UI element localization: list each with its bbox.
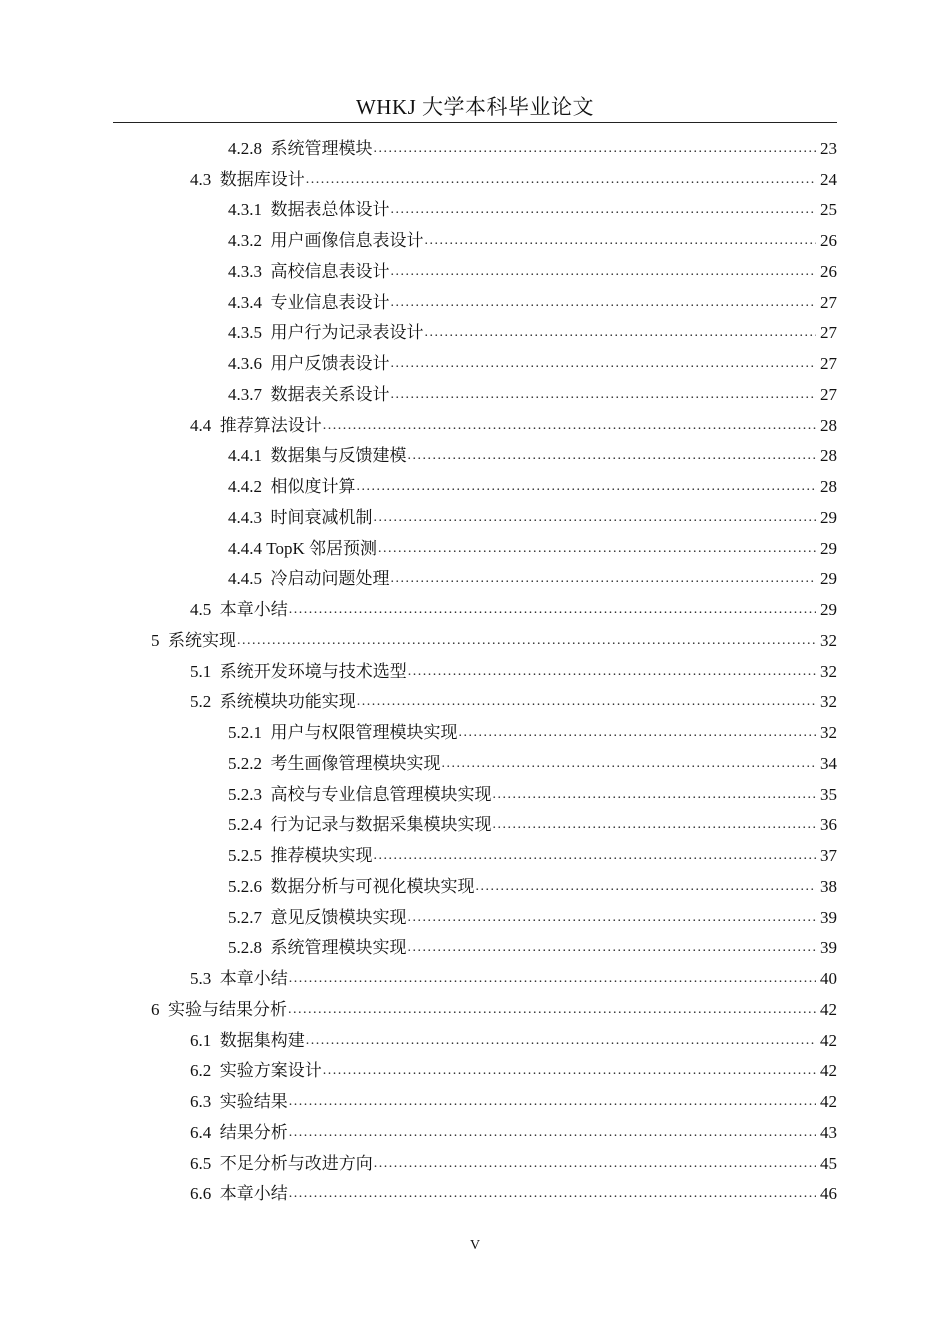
toc-dot-leader [476, 878, 817, 896]
toc-dot-leader [378, 540, 816, 558]
toc-entry-page: 28 [820, 415, 837, 435]
toc-entry-title: 本章小结 [219, 969, 288, 988]
toc-dot-leader [374, 847, 817, 865]
toc-entry-page: 32 [820, 723, 837, 742]
toc-dot-leader [289, 601, 816, 619]
toc-dot-leader [237, 632, 816, 650]
toc-entry[interactable] [0, 222, 950, 253]
toc-entry[interactable] [0, 653, 950, 684]
toc-entry-title: 冷启动问题处理 [270, 569, 390, 589]
toc-entry-page: 29 [820, 507, 837, 527]
toc-entry-number: 5.2.5 [228, 846, 271, 865]
toc-entry[interactable] [0, 284, 950, 315]
toc-entry-page: 29 [820, 538, 837, 558]
toc-entry-number: 4.4.5 [228, 569, 271, 589]
toc-entry-page: 37 [820, 846, 837, 865]
toc-entry-title: TopK 邻居预测 [266, 538, 377, 558]
toc-entry-page: 32 [820, 661, 837, 681]
toc-entry[interactable] [0, 807, 950, 838]
toc-entry-number: 4.3.5 [228, 323, 271, 343]
toc-entry-row [228, 937, 950, 959]
toc-entry[interactable] [0, 530, 950, 561]
toc-entry-title: 结果分析 [219, 1122, 288, 1142]
toc-entry[interactable] [0, 684, 950, 715]
toc-entry-title: 实验方案设计 [219, 1061, 322, 1081]
toc-entry-row [190, 1030, 950, 1052]
toc-entry-number: 4.3.1 [228, 200, 271, 220]
toc-entry[interactable] [0, 253, 950, 284]
toc-entry-page: 42 [820, 1092, 837, 1111]
toc-entry-row [228, 814, 950, 836]
toc-dot-leader [288, 1001, 816, 1019]
toc-entry-page: 43 [820, 1122, 837, 1142]
toc-entry[interactable] [0, 930, 950, 961]
toc-entry-number: 6.4 [190, 1122, 220, 1142]
toc-entry-title: 高校信息表设计 [270, 261, 390, 281]
toc-entry-page: 27 [820, 384, 837, 404]
toc-entry-title: 系统管理模块实现 [270, 938, 407, 958]
toc-entry-number: 5.3 [190, 969, 220, 988]
toc-entry-row [190, 1153, 950, 1175]
toc-entry-row [228, 876, 950, 898]
toc-entry-row [228, 353, 950, 375]
toc-entry-title: 系统管理模块 [270, 138, 373, 158]
toc-dot-leader [374, 509, 817, 527]
toc-entry-title: 本章小结 [219, 1184, 288, 1204]
toc-entry-number: 4.4.3 [228, 507, 271, 527]
toc-entry-title: 数据表关系设计 [270, 384, 390, 404]
toc-entry-number: 4.3.7 [228, 384, 271, 404]
toc-dot-leader [442, 755, 817, 773]
toc-dot-leader [391, 355, 817, 373]
toc-entry[interactable] [0, 868, 950, 899]
toc-entry[interactable] [0, 899, 950, 930]
toc-entry-title: 本章小结 [219, 600, 288, 619]
toc-dot-leader [289, 1093, 816, 1111]
toc-entry-page: 36 [820, 815, 837, 835]
toc-entry[interactable] [0, 991, 950, 1022]
toc-entry-number: 4.4.2 [228, 477, 271, 496]
toc-entry-title: 用户与权限管理模块实现 [270, 723, 458, 742]
toc-entry-title: 数据库设计 [219, 169, 305, 189]
toc-entry-number: 6.2 [190, 1061, 220, 1081]
toc-entry-page: 39 [820, 907, 837, 927]
toc-dot-leader [357, 693, 816, 711]
toc-entry[interactable] [0, 468, 950, 499]
toc-entry-page: 35 [820, 784, 837, 804]
toc-entry-page: 46 [820, 1184, 837, 1204]
toc-entry-page: 42 [820, 1061, 837, 1081]
page-footer [0, 1238, 950, 1254]
toc-dot-leader [374, 1155, 816, 1173]
toc-entry-page: 29 [820, 569, 837, 589]
toc-entry-row [190, 1122, 950, 1144]
toc-entry-title: 意见反馈模块实现 [270, 907, 407, 927]
toc-entry-number: 5.2.6 [228, 876, 271, 896]
toc-entry[interactable] [0, 1114, 950, 1145]
toc-entry-title: 推荐模块实现 [270, 846, 373, 865]
toc-entry-row [228, 199, 950, 221]
toc-entry-number: 4.4.1 [228, 446, 271, 466]
page-header [113, 92, 837, 123]
toc-entry-row [151, 999, 950, 1021]
toc-entry[interactable] [0, 1083, 950, 1114]
toc-entry-number: 4.4.4 [228, 538, 267, 558]
toc-entry[interactable] [0, 192, 950, 223]
toc-dot-leader [408, 447, 817, 465]
toc-entry-title: 系统开发环境与技术选型 [219, 661, 407, 681]
toc-entry-row [228, 292, 950, 314]
toc-entry-page: 39 [820, 938, 837, 958]
toc-dot-leader [289, 1185, 816, 1203]
toc-entry-title: 行为记录与数据采集模块实现 [270, 815, 492, 835]
toc-entry-page: 25 [820, 200, 837, 220]
toc-entry-page: 29 [820, 600, 837, 619]
toc-entry-title: 考生画像管理模块实现 [270, 753, 441, 773]
toc-entry[interactable] [0, 1145, 950, 1176]
toc-entry-page: 23 [820, 138, 837, 158]
toc-entry-page: 45 [820, 1153, 837, 1173]
toc-entry-title: 专业信息表设计 [270, 292, 390, 312]
toc-entry-number: 4.3 [190, 169, 220, 189]
toc-dot-leader [323, 1062, 816, 1080]
table-of-contents [0, 130, 950, 1206]
toc-entry-row [190, 169, 950, 191]
toc-entry-row [228, 538, 950, 560]
toc-dot-leader [493, 786, 817, 804]
toc-entry[interactable] [0, 438, 950, 469]
toc-entry-row [228, 753, 950, 775]
toc-dot-leader [408, 663, 816, 681]
toc-entry-number: 4.3.2 [228, 231, 271, 250]
toc-entry-page: 34 [820, 753, 837, 773]
toc-dot-leader [493, 816, 817, 834]
toc-entry-title: 用户画像信息表设计 [270, 231, 424, 250]
toc-entry[interactable] [0, 561, 950, 592]
toc-entry-number: 4.5 [190, 600, 220, 619]
toc-entry-page: 32 [820, 630, 837, 650]
toc-entry-page: 42 [820, 999, 837, 1019]
toc-entry-page: 28 [820, 477, 837, 496]
toc-entry[interactable] [0, 1176, 950, 1207]
toc-entry-number: 6.1 [190, 1030, 220, 1050]
toc-dot-leader [306, 171, 816, 189]
toc-entry-number: 5.2.7 [228, 907, 271, 927]
toc-entry-number: 4.3.4 [228, 292, 271, 312]
header-title: WHKJ 大学本科毕业论文 [355, 95, 595, 119]
toc-dot-leader [391, 263, 817, 281]
toc-dot-leader [391, 570, 817, 588]
toc-entry-page: 27 [820, 354, 837, 373]
toc-entry-row [228, 507, 950, 529]
toc-entry[interactable] [0, 1022, 950, 1053]
toc-entry[interactable] [0, 130, 950, 161]
toc-entry[interactable] [0, 345, 950, 376]
toc-entry-title: 用户反馈表设计 [270, 354, 390, 373]
toc-entry-title: 高校与专业信息管理模块实现 [270, 784, 492, 804]
toc-entry-page: 26 [820, 231, 837, 250]
toc-entry-row [228, 322, 950, 344]
toc-entry-title: 实验与结果分析 [168, 999, 287, 1019]
toc-entry-number: 4.2.8 [228, 138, 271, 158]
toc-entry-row [228, 568, 950, 590]
toc-entry-title: 系统实现 [168, 630, 236, 650]
toc-dot-leader [323, 417, 816, 435]
toc-entry-number: 6.3 [190, 1092, 220, 1111]
toc-entry-row [228, 722, 950, 744]
toc-entry-title: 数据集构建 [219, 1030, 305, 1050]
toc-dot-leader [391, 294, 817, 312]
toc-entry[interactable] [0, 776, 950, 807]
toc-entry-title: 数据分析与可视化模块实现 [270, 876, 475, 896]
toc-dot-leader [459, 724, 817, 742]
toc-entry-row [190, 968, 950, 990]
toc-entry-number: 5.2.2 [228, 753, 271, 773]
toc-entry-number: 5.2.8 [228, 938, 271, 958]
toc-entry-page: 32 [820, 692, 837, 712]
toc-dot-leader [391, 386, 817, 404]
toc-entry-number: 5.1 [190, 661, 220, 681]
toc-entry-number: 5.2.3 [228, 784, 271, 804]
toc-entry-title: 系统模块功能实现 [219, 692, 356, 712]
toc-entry-row [190, 1091, 950, 1113]
toc-entry-number: 5.2.1 [228, 723, 271, 742]
toc-entry-page: 42 [820, 1030, 837, 1050]
toc-entry-page: 40 [820, 969, 837, 988]
toc-entry-number: 5.2 [190, 692, 220, 712]
toc-entry-title: 时间衰减机制 [270, 507, 373, 527]
toc-entry-number: 5.2.4 [228, 815, 271, 835]
toc-entry-number: 6.6 [190, 1184, 220, 1204]
toc-entry-title: 数据表总体设计 [270, 200, 390, 220]
toc-entry[interactable] [0, 714, 950, 745]
toc-entry-number: 5 [151, 630, 168, 650]
toc-entry-row [228, 230, 950, 252]
toc-entry-row [228, 384, 950, 406]
toc-entry-row [228, 445, 950, 467]
toc-entry-title: 相似度计算 [270, 477, 356, 496]
toc-dot-leader [408, 939, 817, 957]
toc-entry[interactable] [0, 315, 950, 346]
toc-dot-leader [374, 140, 817, 158]
toc-dot-leader [408, 909, 817, 927]
toc-entry-number: 6 [151, 999, 168, 1019]
toc-entry-title: 推荐算法设计 [219, 415, 322, 435]
toc-entry-page: 28 [820, 446, 837, 466]
toc-entry-page: 38 [820, 876, 837, 896]
toc-entry-page: 26 [820, 261, 837, 281]
toc-entry[interactable] [0, 407, 950, 438]
toc-entry-row [228, 845, 950, 867]
toc-entry-page: 24 [820, 169, 837, 189]
footer-page-number: V [469, 1238, 481, 1253]
toc-dot-leader [391, 201, 817, 219]
toc-entry-number: 4.3.3 [228, 261, 271, 281]
toc-entry-title: 不足分析与改进方向 [219, 1153, 373, 1173]
toc-entry[interactable] [0, 161, 950, 192]
toc-entry-number: 4.3.6 [228, 354, 271, 373]
toc-entry-row [190, 691, 950, 713]
toc-entry[interactable] [0, 745, 950, 776]
toc-entry[interactable] [0, 837, 950, 868]
toc-dot-leader [425, 324, 817, 342]
toc-entry-title: 数据集与反馈建模 [270, 446, 407, 466]
toc-entry-row [228, 261, 950, 283]
toc-entry-page: 27 [820, 323, 837, 343]
toc-entry[interactable] [0, 376, 950, 407]
toc-entry-row [190, 599, 950, 621]
toc-entry-number: 4.4 [190, 415, 220, 435]
toc-entry-row [228, 907, 950, 929]
toc-entry[interactable] [0, 499, 950, 530]
toc-dot-leader [289, 970, 816, 988]
toc-dot-leader [306, 1032, 816, 1050]
toc-entry-row [190, 415, 950, 437]
toc-entry-row [190, 1183, 950, 1205]
toc-dot-leader [357, 478, 817, 496]
toc-entry[interactable] [0, 960, 950, 991]
toc-entry-row [190, 1060, 950, 1082]
toc-entry[interactable] [0, 1053, 950, 1084]
toc-entry-row [228, 784, 950, 806]
toc-entry-row [228, 138, 950, 160]
toc-entry-title: 实验结果 [219, 1092, 288, 1111]
toc-dot-leader [289, 1124, 816, 1142]
toc-entry[interactable] [0, 622, 950, 653]
toc-dot-leader [425, 232, 817, 250]
toc-entry[interactable] [0, 591, 950, 622]
toc-entry-title: 用户行为记录表设计 [270, 323, 424, 343]
toc-entry-row [151, 630, 950, 652]
toc-entry-page: 27 [820, 292, 837, 312]
toc-entry-row [190, 661, 950, 683]
toc-entry-number: 6.5 [190, 1153, 220, 1173]
toc-entry-row [228, 476, 950, 498]
